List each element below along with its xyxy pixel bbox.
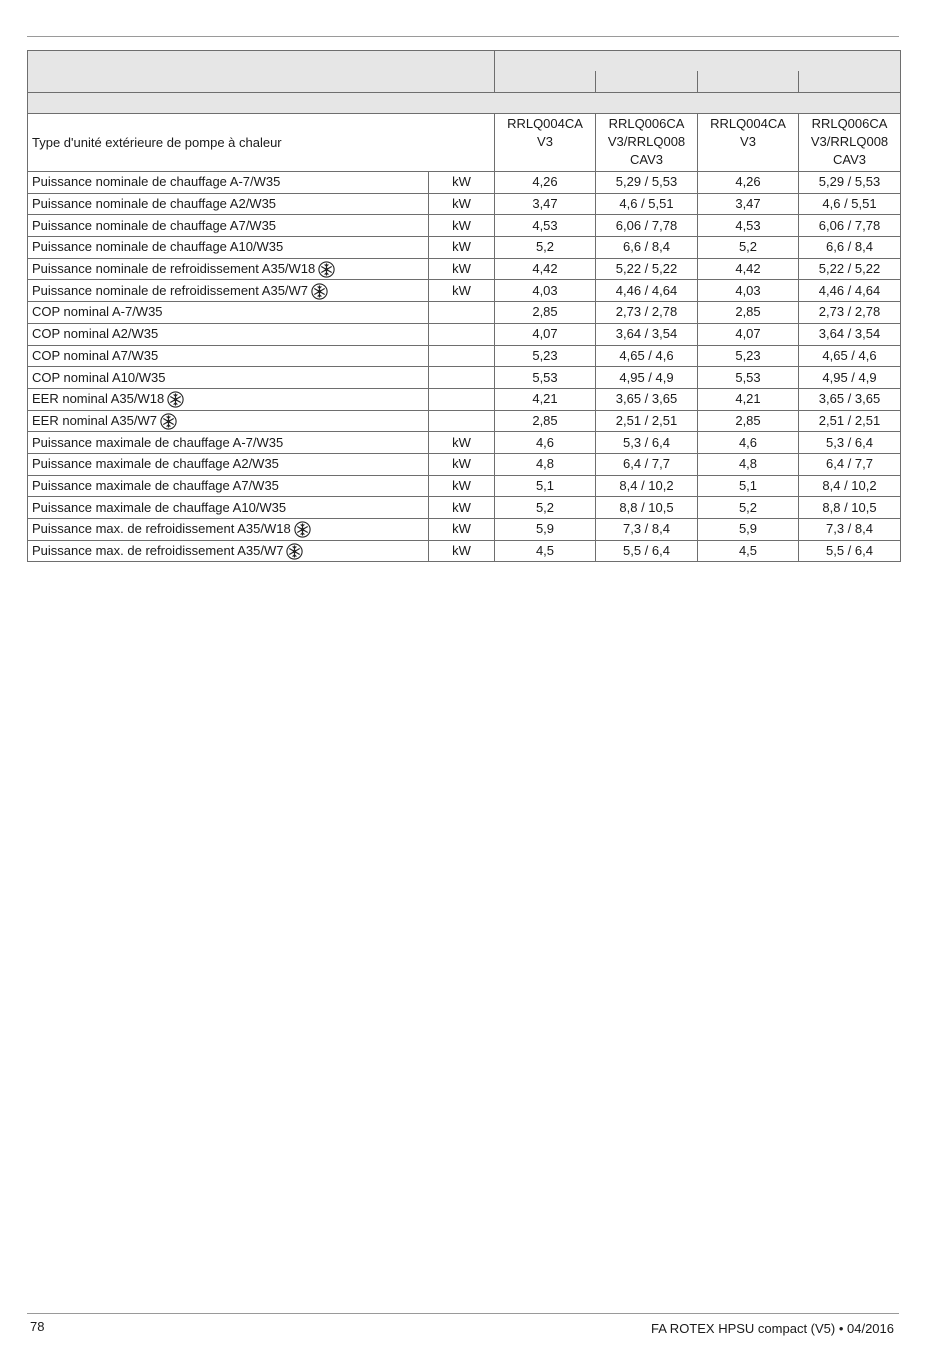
value-cell: 3,64 / 3,54 [596, 323, 698, 345]
value-cell: 4,6 / 5,51 [799, 193, 901, 215]
value-cell: 4,26 [495, 172, 596, 194]
header-sub-cell [596, 71, 698, 93]
row-label: Puissance nominale de refroidissement A35/W18 [32, 261, 316, 277]
value-cell: 5,1 [698, 475, 799, 497]
table-row [28, 453, 901, 475]
value-cell: 5,1 [495, 475, 596, 497]
value-cell: 3,47 [495, 193, 596, 215]
snowflake-icon [167, 391, 184, 408]
table-row [28, 172, 901, 194]
value-cell: 5,2 [698, 237, 799, 259]
table-row [28, 258, 901, 280]
snowflake-icon [318, 261, 335, 278]
value-cell: 5,23 [698, 345, 799, 367]
table-row [28, 519, 901, 541]
value-cell: 5,2 [495, 497, 596, 519]
value-cell: 4,03 [495, 280, 596, 302]
table-row [28, 323, 901, 345]
table-row [28, 388, 901, 410]
row-label-cell [28, 237, 429, 259]
row-label: COP nominal A-7/W35 [32, 304, 163, 320]
row-label: EER nominal A35/W7 [32, 412, 158, 428]
value-cell: 2,85 [495, 302, 596, 324]
value-cell: 4,46 / 4,64 [596, 280, 698, 302]
value-cell: 5,29 / 5,53 [596, 172, 698, 194]
model-row [28, 114, 901, 172]
row-label-cell [28, 323, 429, 345]
model-name: RRLQ006CA V3/RRLQ008 CAV3 [799, 114, 901, 172]
row-label-cell [28, 345, 429, 367]
row-label-cell [28, 215, 429, 237]
value-cell: 5,29 / 5,53 [799, 172, 901, 194]
value-cell: 4,53 [698, 215, 799, 237]
row-label-cell [28, 258, 429, 280]
unit-cell [429, 367, 495, 389]
value-cell: 2,85 [698, 302, 799, 324]
unit-cell: kW [429, 215, 495, 237]
row-label-cell [28, 475, 429, 497]
unit-cell: kW [429, 540, 495, 562]
value-cell: 5,53 [698, 367, 799, 389]
row-label: Puissance maximale de chauffage A-7/W35 [32, 434, 284, 450]
row-label: COP nominal A2/W35 [32, 326, 159, 342]
header-sub-cell [799, 71, 901, 93]
value-cell: 3,65 / 3,65 [799, 388, 901, 410]
value-cell: 5,2 [698, 497, 799, 519]
table-row [28, 367, 901, 389]
bottom-rule [27, 1313, 899, 1314]
row-label-cell [28, 388, 429, 410]
value-cell: 2,85 [495, 410, 596, 432]
row-label-cell [28, 453, 429, 475]
row-label: EER nominal A35/W18 [32, 391, 165, 407]
row-label: Puissance max. de refroidissement A35/W18 [32, 521, 291, 537]
value-cell: 4,5 [495, 540, 596, 562]
row-label: Puissance max. de refroidissement A35/W7 [32, 543, 284, 559]
value-cell: 8,8 / 10,5 [799, 497, 901, 519]
unit-cell: kW [429, 193, 495, 215]
unit-cell: kW [429, 172, 495, 194]
table-row [28, 475, 901, 497]
unit-cell [429, 302, 495, 324]
table-row [28, 540, 901, 562]
value-cell: 8,8 / 10,5 [596, 497, 698, 519]
value-cell: 5,9 [698, 519, 799, 541]
model-name: RRLQ004CA V3 [495, 114, 596, 172]
unit-cell [429, 410, 495, 432]
specifications-table [27, 50, 901, 562]
value-cell: 6,6 / 8,4 [799, 237, 901, 259]
row-label: Puissance nominale de chauffage A10/W35 [32, 239, 284, 255]
unit-cell: kW [429, 453, 495, 475]
row-label: Puissance maximale de chauffage A10/W35 [32, 499, 287, 515]
row-label-cell [28, 497, 429, 519]
value-cell: 4,6 / 5,51 [596, 193, 698, 215]
table-row [28, 432, 901, 454]
value-cell: 3,47 [698, 193, 799, 215]
value-cell: 2,51 / 2,51 [596, 410, 698, 432]
unit-cell: kW [429, 432, 495, 454]
document-reference: FA ROTEX HPSU compact (V5) • 04/2016 [651, 1321, 894, 1336]
value-cell: 4,42 [698, 258, 799, 280]
table-row [28, 410, 901, 432]
row-label: COP nominal A7/W35 [32, 347, 159, 363]
row-label-cell [28, 540, 429, 562]
row-label: Puissance nominale de chauffage A-7/W35 [32, 174, 281, 190]
value-cell: 4,6 [698, 432, 799, 454]
snowflake-icon [286, 543, 303, 560]
unit-cell: kW [429, 258, 495, 280]
value-cell: 4,53 [495, 215, 596, 237]
row-label-cell [28, 367, 429, 389]
row-label: Puissance maximale de chauffage A2/W35 [32, 456, 279, 472]
value-cell: 6,06 / 7,78 [799, 215, 901, 237]
value-cell: 8,4 / 10,2 [799, 475, 901, 497]
value-cell: 4,65 / 4,6 [799, 345, 901, 367]
value-cell: 4,03 [698, 280, 799, 302]
header-sub-cell [495, 71, 596, 93]
table-row [28, 280, 901, 302]
row-label-cell [28, 193, 429, 215]
row-label: Puissance nominale de refroidissement A35/W7 [32, 282, 309, 298]
table-row [28, 345, 901, 367]
value-cell: 4,07 [495, 323, 596, 345]
row-label-cell [28, 302, 429, 324]
value-cell: 8,4 / 10,2 [596, 475, 698, 497]
value-cell: 5,5 / 6,4 [596, 540, 698, 562]
value-cell: 5,2 [495, 237, 596, 259]
value-cell: 4,95 / 4,9 [799, 367, 901, 389]
value-cell: 2,73 / 2,78 [596, 302, 698, 324]
value-cell: 5,3 / 6,4 [596, 432, 698, 454]
top-rule [27, 36, 899, 37]
table-row [28, 497, 901, 519]
row-label-cell [28, 280, 429, 302]
value-cell: 4,21 [698, 388, 799, 410]
table-row [28, 302, 901, 324]
value-cell: 4,65 / 4,6 [596, 345, 698, 367]
unit-cell: kW [429, 237, 495, 259]
value-cell: 7,3 / 8,4 [596, 519, 698, 541]
row-label-cell [28, 172, 429, 194]
value-cell: 3,64 / 3,54 [799, 323, 901, 345]
page-number: 78 [30, 1319, 45, 1334]
value-cell: 6,4 / 7,7 [799, 453, 901, 475]
row-label: Puissance nominale de chauffage A2/W35 [32, 196, 277, 212]
table-row [28, 193, 901, 215]
snowflake-icon [294, 521, 311, 538]
value-cell: 4,8 [495, 453, 596, 475]
unit-cell: kW [429, 497, 495, 519]
table-row [28, 237, 901, 259]
snowflake-icon [160, 413, 177, 430]
value-cell: 6,06 / 7,78 [596, 215, 698, 237]
header-row-top [28, 51, 901, 72]
section-heading-cell [28, 93, 901, 114]
row-label-cell [28, 519, 429, 541]
model-name: RRLQ004CA V3 [698, 114, 799, 172]
value-cell: 4,46 / 4,64 [799, 280, 901, 302]
value-cell: 4,26 [698, 172, 799, 194]
model-name: RRLQ006CA V3/RRLQ008 CAV3 [596, 114, 698, 172]
value-cell: 2,85 [698, 410, 799, 432]
header-group-cell [495, 51, 901, 72]
value-cell: 4,42 [495, 258, 596, 280]
header-sub-cell [698, 71, 799, 93]
row-label-cell [28, 410, 429, 432]
row-label-cell [28, 432, 429, 454]
value-cell: 6,6 / 8,4 [596, 237, 698, 259]
header-row-section [28, 93, 901, 114]
value-cell: 6,4 / 7,7 [596, 453, 698, 475]
value-cell: 5,53 [495, 367, 596, 389]
value-cell: 4,07 [698, 323, 799, 345]
value-cell: 2,51 / 2,51 [799, 410, 901, 432]
unit-cell [429, 323, 495, 345]
value-cell: 4,21 [495, 388, 596, 410]
value-cell: 5,23 [495, 345, 596, 367]
row-label: COP nominal A10/W35 [32, 369, 166, 385]
value-cell: 7,3 / 8,4 [799, 519, 901, 541]
unit-cell [429, 388, 495, 410]
unit-cell [429, 345, 495, 367]
value-cell: 5,22 / 5,22 [596, 258, 698, 280]
table-row [28, 215, 901, 237]
value-cell: 5,5 / 6,4 [799, 540, 901, 562]
value-cell: 3,65 / 3,65 [596, 388, 698, 410]
value-cell: 5,22 / 5,22 [799, 258, 901, 280]
header-blank-cell [28, 51, 495, 93]
value-cell: 4,8 [698, 453, 799, 475]
unit-cell: kW [429, 280, 495, 302]
value-cell: 4,6 [495, 432, 596, 454]
value-cell: 2,73 / 2,78 [799, 302, 901, 324]
snowflake-icon [311, 283, 328, 300]
model-row-label: Type d'unité extérieure de pompe à chaleur [28, 114, 495, 172]
unit-cell: kW [429, 475, 495, 497]
row-label: Puissance nominale de chauffage A7/W35 [32, 217, 277, 233]
value-cell: 5,3 / 6,4 [799, 432, 901, 454]
value-cell: 5,9 [495, 519, 596, 541]
value-cell: 4,5 [698, 540, 799, 562]
row-label: Puissance maximale de chauffage A7/W35 [32, 477, 279, 493]
unit-cell: kW [429, 519, 495, 541]
value-cell: 4,95 / 4,9 [596, 367, 698, 389]
